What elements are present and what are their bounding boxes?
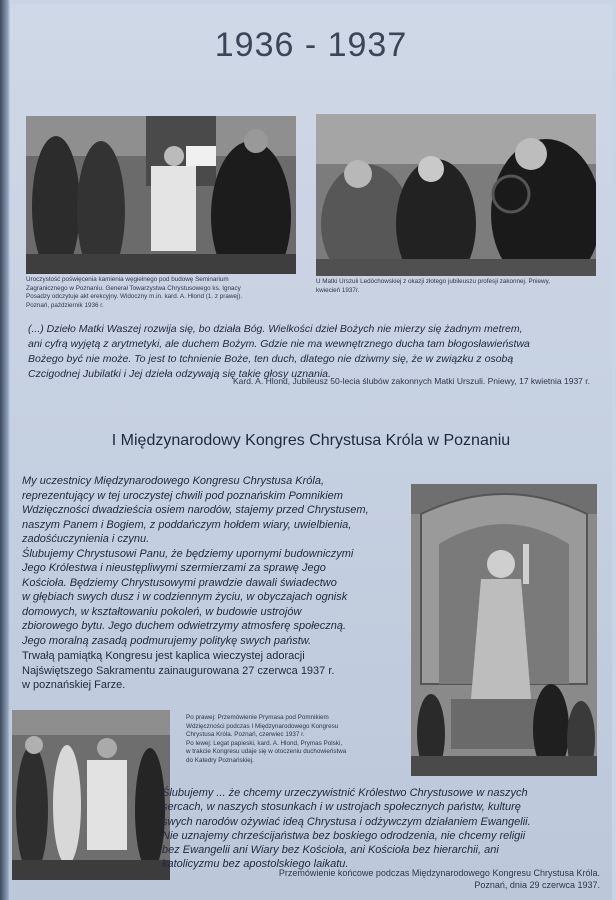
oath-source: Przemówienie końcowe podczas Międzynarodowego Kongresu Chrystusa Króla. Poznań, dnia 29 czerwca 1937. [278,868,600,891]
hlond-quote: (...) Dzieło Matki Waszej rozwija się, bo działa Bóg. Wielkości dzieł Bożych nie mierzy się żadnym metrem, ani cyfrą wyjętą z arytmetyki, ale duchem Bożym. Gdzie nie ma wewnętrznego ducha tam błogosławieństwa Bożego być nie może. To jest to tchnienie Boże, ten duch, dlatego nie dziwmy się, że w związku z osobą Czcigodnej Jubilatki i Jej dzieła odzywają się takie głosy uznania. [28,323,530,380]
photo-urszula-jubilee [316,114,596,276]
section-title: I Międzynarodowy Kongres Chrystusa Króla w Poznaniu [111,432,511,449]
photo1-caption: Uroczystość poświęcenia kamienia węgielnego pod budowę Seminarium Zagranicznego w Poznaniu. Generał Towarzystwa Chrystusowego ks. Ignacy Posadzy odczytuje akt erekcyjny. Widoczny m.in. kard. A. Hlond (1. z prawej). Poznań, październik 1936 r. [26,276,243,309]
lower-photos-caption: Po prawej: Przemówienie Prymasa pod Pomnikiem Wdzięczności podczas I Międzynarodowego Kongresu Chrystusa Króla. Poznań, czerwiec 1937 r. Po lewej: Legat papieski, kard. A. Hlond, Prymas Polski, w trakcie Kongresu udaje się w otoczeniu duchowieństwa do Katedry Poznańskiej. [186,714,347,764]
page-title: 1936 - 1937 [214,26,408,64]
photo-legate-procession [12,710,170,880]
final-oath: Ślubujemy ... że chcemy urzeczywistnić Królestwo Chrystusowe w naszych sercach, w naszych stosunkach i w ustrojach społecznych państw, kulturę swych narodów ożywiać ideą Chrystusa i odżywczym działaniem Ewangelii. Nie uznajemy chrześcijaństwa bez boskiego odrodzenia, nie chcemy religii bez Ewangelii ani Wiary bez Kościoła, ani Kościoła bez hierarchii, ani katolicyzmu bez apostolskiego laikatu. [162,787,531,871]
quote-source: Kard. A. Hlond, Jubileusz 50-lecia ślubów zakonnych Matki Urszuli. Pniewy, 17 kwietnia 1937 r. [232,376,590,386]
photo-cornerstone-ceremony [26,116,296,274]
photo2-caption: U Matki Urszuli Ledóchowskiej z okazji złotego jubileuszu profesji zakonnej. Pniewy, kwiecień 1937r. [316,278,551,294]
chapel-note: Trwałą pamiątką Kongresu jest kaplica wieczystej adoracji Najświętszego Sakramentu zainaugurowana 27 czerwca 1937 r. w poznańskiej Farze. [22,650,335,692]
congress-declaration: My uczestnicy Międzynarodowego Kongresu Chrystusa Króla, reprezentujący w tej uroczystej chwili pod poznańskim Pomnikiem Wdzięczności dwadzieścia osiem narodów, stajemy przed Chrystusem, naszym Panem i Bogiem, z poddańczym hołdem wiary, uwielbienia, zadośćuczynienia i czynu. Ślubujemy Chrystusowi Panu, że będziemy upornymi budowniczymi Jego Królestwa i nieustępliwymi szermierzami za sprawę Jego Kościoła. Będziemy Chrystusowymi prawdzie dawali świadectwo w głębiach swych dusz i w codziennym życiu, w obyczajach ognisk domowych, w kształtowaniu pokoleń, w budowie ustrojów zbiorowego bytu. Jego duchem odwietrzymy atmosferę społeczną. Jego moralną zasadą podmurujemy politykę swych państw. [22,475,369,647]
exhibition-panel [10,4,612,900]
photo-monument-speech [411,484,597,776]
